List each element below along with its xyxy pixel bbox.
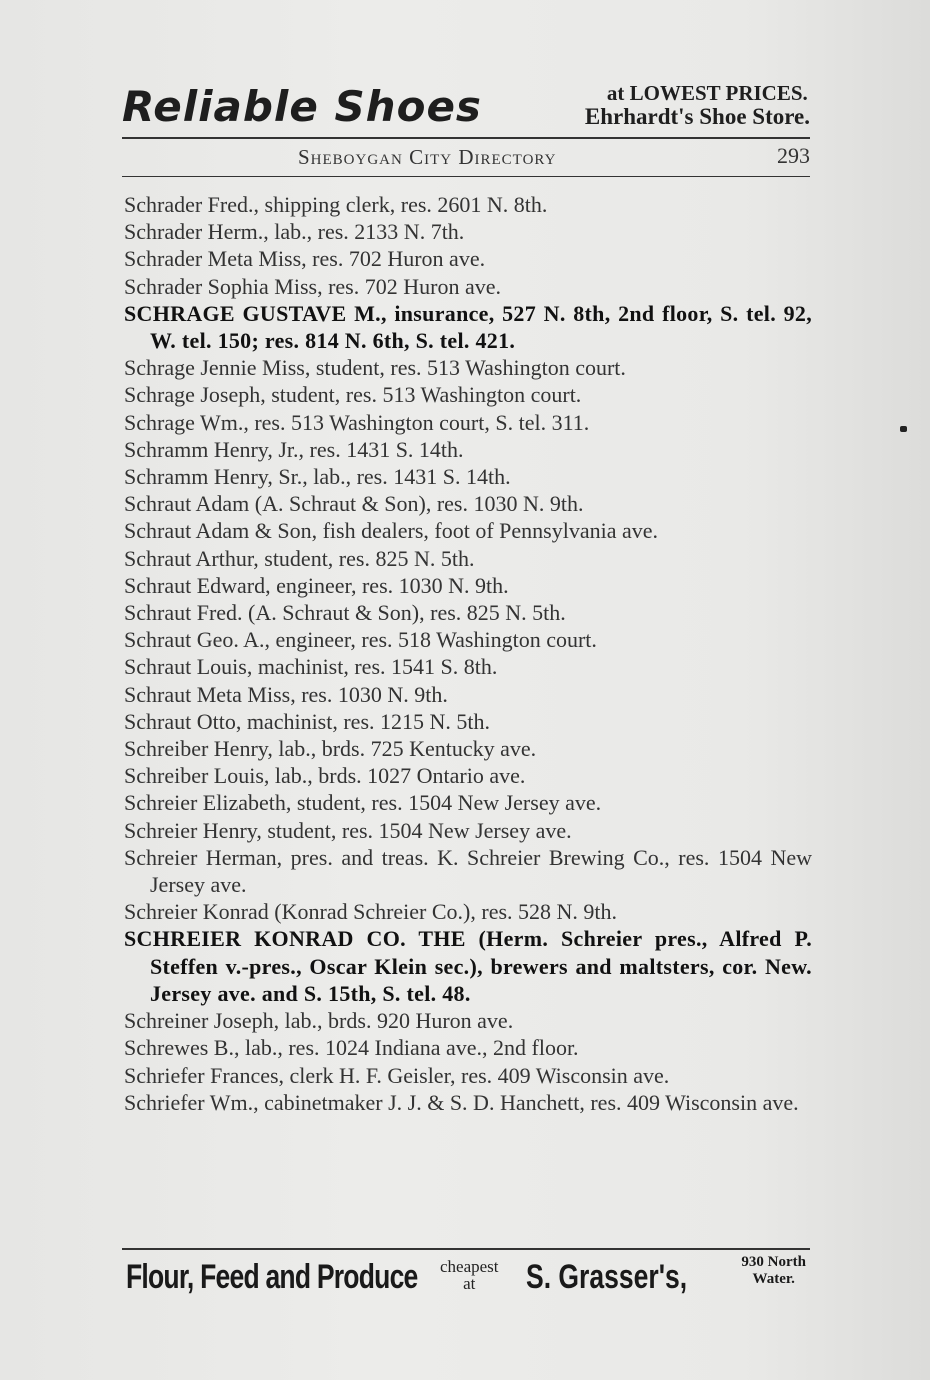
running-head <box>122 143 810 171</box>
footer-ad-product: Flour, Feed and Produce <box>126 1258 418 1296</box>
footer-ad-at-word: at <box>463 1274 476 1293</box>
directory-entry: Schrader Meta Miss, res. 702 Huron ave. <box>124 246 486 272</box>
footer-ad-cheapest-word: cheapest <box>440 1257 499 1276</box>
directory-title: Sheboygan City Directory <box>298 145 557 169</box>
footer-ad-address-line-2: Water. <box>752 1271 795 1287</box>
header-ad-line-1: at LOWEST PRICES. <box>606 81 808 105</box>
directory-entry: Schraut Edward, engineer, res. 1030 N. 9th. <box>124 572 509 598</box>
directory-entry: Schramm Henry, Sr., lab., res. 1431 S. 14th. <box>124 464 511 490</box>
header-ad-headline: Reliable Shoes <box>122 82 482 131</box>
directory-entry: Schriefer Frances, clerk H. F. Geisler, res. 409 Wisconsin ave. <box>124 1062 670 1088</box>
header-rule <box>122 176 810 177</box>
footer-advertisement <box>122 1248 810 1298</box>
footer-ad-address <box>741 1254 806 1288</box>
directory-entry: Schreier Elizabeth, student, res. 1504 New Jersey ave. <box>124 790 602 816</box>
directory-entry: Schraut Arthur, student, res. 825 N. 5th. <box>124 545 475 571</box>
directory-entry-featured: SCHREIER KONRAD CO. THE (Herm. Schreier pres., Alfred P. Steffen v.-pres., Oscar Klein sec.), brewers and maltsters, cor. New. Jersey ave. and S. 15th, S. tel. 48. <box>124 926 812 1006</box>
directory-entry: Schraut Meta Miss, res. 1030 N. 9th. <box>124 681 448 707</box>
directory-entry: Schraut Otto, machinist, res. 1215 N. 5th. <box>124 708 491 734</box>
directory-entry: Schrage Jennie Miss, student, res. 513 Washington court. <box>124 355 626 381</box>
directory-listing <box>124 191 812 1116</box>
page-number: 293 <box>777 143 810 168</box>
directory-entry: Schrewes B., lab., res. 1024 Indiana ave., 2nd floor. <box>124 1035 579 1061</box>
directory-entry: Schriefer Wm., cabinetmaker J. J. & S. D. Hanchett, res. 409 Wisconsin ave. <box>124 1089 799 1115</box>
footer-ad-address-line-1: 930 North <box>741 1254 806 1270</box>
directory-entry: Schreier Henry, student, res. 1504 New Jersey ave. <box>124 817 572 843</box>
footer-ad-cheapest <box>440 1258 499 1292</box>
footer-ad-store-name: S. Grasser's, <box>526 1258 688 1296</box>
directory-entry: Schraut Adam & Son, fish dealers, foot of Pennsylvania ave. <box>124 518 659 544</box>
directory-entry: Schraut Fred. (A. Schraut & Son), res. 825 N. 5th. <box>124 600 566 626</box>
directory-entry: Schreiber Louis, lab., brds. 1027 Ontario ave. <box>124 763 526 789</box>
directory-entry: Schrader Sophia Miss, res. 702 Huron ave. <box>124 273 501 299</box>
directory-entry: Schrader Fred., shipping clerk, res. 2601 N. 8th. <box>124 192 548 217</box>
directory-entry: Schreiner Joseph, lab., brds. 920 Huron ave. <box>124 1008 514 1034</box>
header-advertisement <box>122 78 810 136</box>
header-ad-store <box>585 82 810 128</box>
ink-speck <box>900 426 907 432</box>
directory-entry: Schreiber Henry, lab., brds. 725 Kentucky ave. <box>124 736 537 762</box>
directory-entry: Schrader Herm., lab., res. 2133 N. 7th. <box>124 219 465 245</box>
header-ad-line-2: Ehrhardt's Shoe Store. <box>584 104 810 129</box>
directory-entry: Schreier Konrad (Konrad Schreier Co.), res. 528 N. 9th. <box>124 899 618 925</box>
directory-entry: Schreier Herman, pres. and treas. K. Schreier Brewing Co., res. 1504 New Jersey ave. <box>124 844 812 898</box>
directory-entry: Schraut Geo. A., engineer, res. 518 Washington court. <box>124 627 597 653</box>
directory-entry: Schramm Henry, Jr., res. 1431 S. 14th. <box>124 436 464 462</box>
directory-entry: Schrage Joseph, student, res. 513 Washington court. <box>124 382 582 408</box>
directory-entry: Schraut Adam (A. Schraut & Son), res. 1030 N. 9th. <box>124 491 584 517</box>
directory-entry: Schraut Louis, machinist, res. 1541 S. 8th. <box>124 654 498 680</box>
top-rule <box>122 137 810 139</box>
directory-entry-featured: SCHRAGE GUSTAVE M., insurance, 527 N. 8th, 2nd floor, S. tel. 92, W. tel. 150; res. 814 N. 6th, S. tel. 421. <box>124 300 812 354</box>
directory-entry: Schrage Wm., res. 513 Washington court, S. tel. 311. <box>124 409 590 435</box>
